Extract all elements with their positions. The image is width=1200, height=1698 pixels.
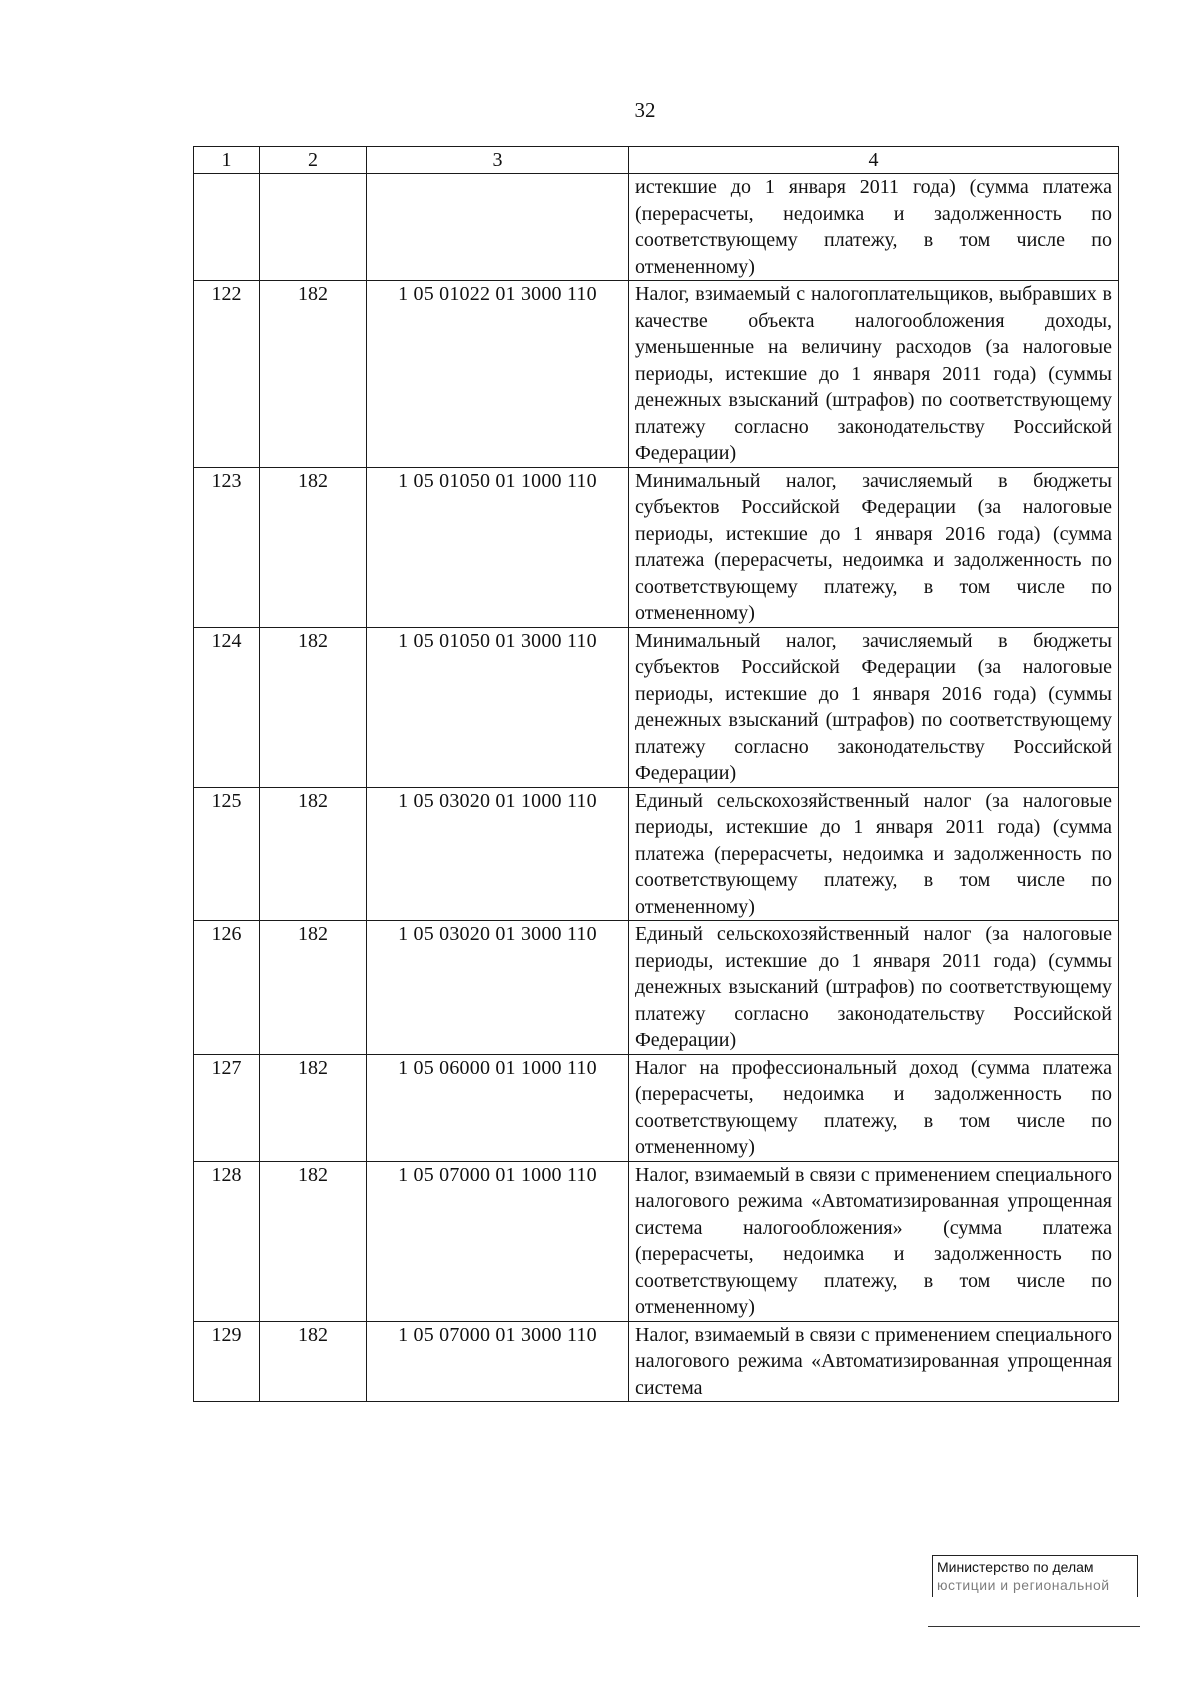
income-description: Единый сельскохозяйственный налог (за налоговые периоды, истекшие до 1 января 2011 года) (сумма платежа (перерасчеты, недоимка и задолженность по соответствующему платежу, в том числе по отмененному) <box>629 787 1119 921</box>
income-description: Налог, взимаемый в связи с применением специального налогового режима «Автоматизированная упрощенная система налогообложения» (сумма платежа (перерасчеты, недоимка и задолженность по соответствующему платежу, в том числе по отмененному) <box>629 1161 1119 1321</box>
budget-code: 1 05 01050 01 1000 110 <box>367 467 629 627</box>
admin-code <box>260 174 367 281</box>
row-number <box>194 174 260 281</box>
table-row <box>194 467 1119 627</box>
stamp-line-2: юстиции и региональной <box>937 1577 1110 1593</box>
table-row <box>194 787 1119 921</box>
admin-code: 182 <box>260 1161 367 1321</box>
header-col-1: 1 <box>194 147 260 174</box>
admin-code: 182 <box>260 787 367 921</box>
table-row <box>194 1161 1119 1321</box>
budget-code: 1 05 01022 01 3000 110 <box>367 281 629 468</box>
header-col-3: 3 <box>367 147 629 174</box>
row-number: 125 <box>194 787 260 921</box>
income-description: Налог, взимаемый в связи с применением специального налогового режима «Автоматизированная упрощенная система <box>629 1321 1119 1402</box>
budget-code: 1 05 07000 01 1000 110 <box>367 1161 629 1321</box>
income-description: Минимальный налог, зачисляемый в бюджеты субъектов Российской Федерации (за налоговые периоды, истекшие до 1 января 2016 года) (суммы денежных взысканий (штрафов) по соответствующему платежу согласно законодательству Российской Федерации) <box>629 627 1119 787</box>
admin-code: 182 <box>260 281 367 468</box>
admin-code: 182 <box>260 1054 367 1161</box>
row-number: 128 <box>194 1161 260 1321</box>
row-number: 122 <box>194 281 260 468</box>
stamp-underline <box>928 1626 1140 1627</box>
header-col-2: 2 <box>260 147 367 174</box>
row-number: 127 <box>194 1054 260 1161</box>
admin-code: 182 <box>260 467 367 627</box>
income-description: Налог на профессиональный доход (сумма платежа (перерасчеты, недоимка и задолженность по соответствующему платежу, в том числе по отмененному) <box>629 1054 1119 1161</box>
budget-code: 1 05 06000 01 1000 110 <box>367 1054 629 1161</box>
admin-code: 182 <box>260 921 367 1055</box>
table-header-row <box>194 147 1119 174</box>
stamp-line-1: Министерство по делам <box>937 1559 1094 1575</box>
admin-code: 182 <box>260 627 367 787</box>
budget-code: 1 05 03020 01 1000 110 <box>367 787 629 921</box>
table-row <box>194 174 1119 281</box>
row-number: 124 <box>194 627 260 787</box>
table-row <box>194 1054 1119 1161</box>
table-row <box>194 921 1119 1055</box>
budget-code: 1 05 03020 01 3000 110 <box>367 921 629 1055</box>
table-row <box>194 1321 1119 1402</box>
budget-codes-table <box>193 146 1119 1402</box>
page-number: 32 <box>634 98 656 122</box>
budget-code: 1 05 01050 01 3000 110 <box>367 627 629 787</box>
income-description: истекшие до 1 января 2011 года) (сумма платежа (перерасчеты, недоимка и задолженность по соответствующему платежу, в том числе по отмененному) <box>629 174 1119 281</box>
income-description: Налог, взимаемый с налогоплательщиков, выбравших в качестве объекта налогообложения доходы, уменьшенные на величину расходов (за налоговые периоды, истекшие до 1 января 2011 года) (суммы денежных взысканий (штрафов) по соответствующему платежу согласно законодательству Российской Федерации) <box>629 281 1119 468</box>
table-row <box>194 281 1119 468</box>
admin-code: 182 <box>260 1321 367 1402</box>
ministry-stamp <box>932 1555 1138 1597</box>
budget-code: 1 05 07000 01 3000 110 <box>367 1321 629 1402</box>
row-number: 123 <box>194 467 260 627</box>
income-description: Минимальный налог, зачисляемый в бюджеты субъектов Российской Федерации (за налоговые периоды, истекшие до 1 января 2016 года) (сумма платежа (перерасчеты, недоимка и задолженность по соответствующему платежу, в том числе по отмененному) <box>629 467 1119 627</box>
budget-code <box>367 174 629 281</box>
row-number: 126 <box>194 921 260 1055</box>
row-number: 129 <box>194 1321 260 1402</box>
table-row <box>194 627 1119 787</box>
income-description: Единый сельскохозяйственный налог (за налоговые периоды, истекшие до 1 января 2011 года) (суммы денежных взысканий (штрафов) по соответствующему платежу согласно законодательству Российской Федерации) <box>629 921 1119 1055</box>
header-col-4: 4 <box>629 147 1119 174</box>
